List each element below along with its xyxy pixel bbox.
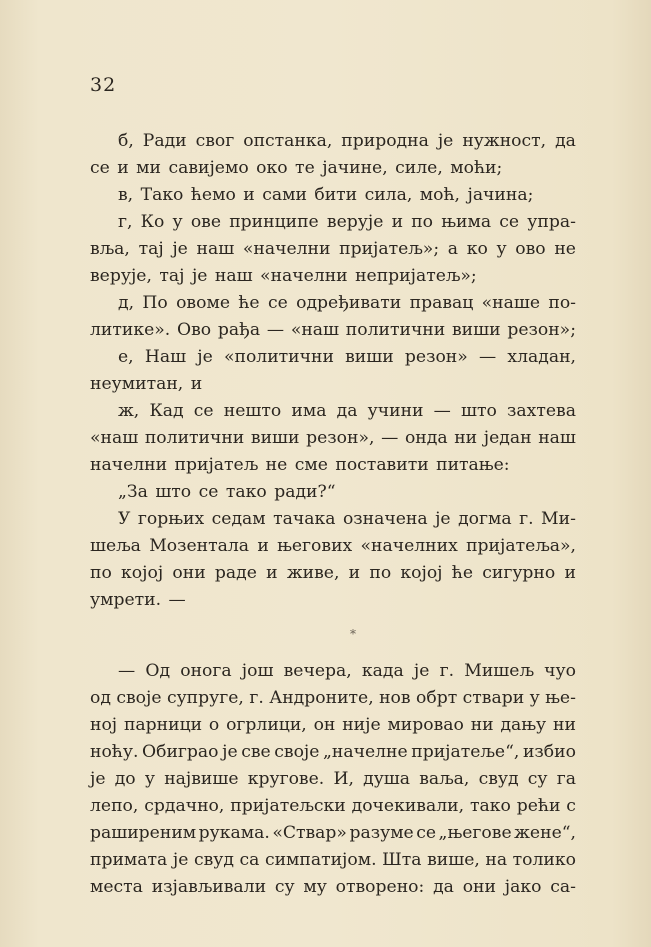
text-line: У горњих седам тачака означена је догма г. Ми- bbox=[118, 509, 576, 529]
text-line: ноћу. Обиграо је све своје „начелне пријатеље“, избио bbox=[90, 742, 576, 762]
text-line: — Од онога још вечера, када је г. Мишељ чуо bbox=[118, 661, 576, 681]
text-line: начелни пријатељ не сме поставити питање: bbox=[90, 455, 510, 475]
text-line: неумитан, и bbox=[90, 374, 203, 394]
text-line: в, Тако ћемо и сами бити сила, моћ, јачина; bbox=[118, 185, 534, 205]
text-line: се и ми савијемо око те јачине, силе, моћи; bbox=[90, 158, 503, 178]
text-line: шеља Мозентала и његових «начелних пријатеља», bbox=[90, 536, 576, 556]
text-line: д, По овоме ће се одређивати правац «наше по- bbox=[118, 293, 576, 313]
text-line: верује, тај је наш «начелни непријатељ»; bbox=[90, 266, 477, 286]
text-line: раширеним рукама. «Ствар» разуме се „његове жене“, bbox=[90, 823, 576, 843]
text-line: „За што се тако ради?“ bbox=[118, 482, 336, 502]
text-section-top bbox=[90, 128, 576, 614]
text-line: је до у највише кругове. И, душа ваља, свуд су га bbox=[90, 769, 576, 789]
text-line: лепо, срдачно, пријатељски дочекивали, тако рећи с bbox=[90, 796, 576, 816]
text-line: умрети. — bbox=[90, 590, 186, 610]
text-line: б, Ради свог опстанка, природна је нужност, да bbox=[118, 131, 576, 151]
text-line: од своје супруге, г. Андроните, нов обрт ствари у ње- bbox=[90, 688, 576, 708]
page-text bbox=[90, 128, 576, 901]
text-line: по којој они раде и живе, и по којој ће сигурно и bbox=[90, 563, 576, 583]
page-number: 32 bbox=[90, 74, 117, 96]
text-line: е, Наш је «политични виши резон» — хладан, bbox=[118, 347, 576, 367]
section-separator: * bbox=[350, 627, 356, 641]
text-line: ж, Кад се нешто има да учини — што захтева bbox=[118, 401, 576, 421]
text-line: места изјављивали су му отворено: да они јако са- bbox=[90, 877, 576, 897]
text-line: ној парници о огрлици, он није мировао ни дању ни bbox=[90, 715, 576, 735]
text-line: вља, тај је наш «начелни пријатељ»; а ко у ово не bbox=[90, 239, 576, 259]
text-line: литике». Ово рађа — «наш политични виши резон»; bbox=[90, 320, 576, 340]
text-line: «наш политични виши резон», — онда ни један наш bbox=[90, 428, 576, 448]
text-line: г, Ко у ове принципе верује и по њима се упра- bbox=[118, 212, 576, 232]
text-line: примата је свуд са симпатијом. Шта више, на толико bbox=[90, 850, 576, 870]
text-section-bottom bbox=[90, 658, 576, 901]
